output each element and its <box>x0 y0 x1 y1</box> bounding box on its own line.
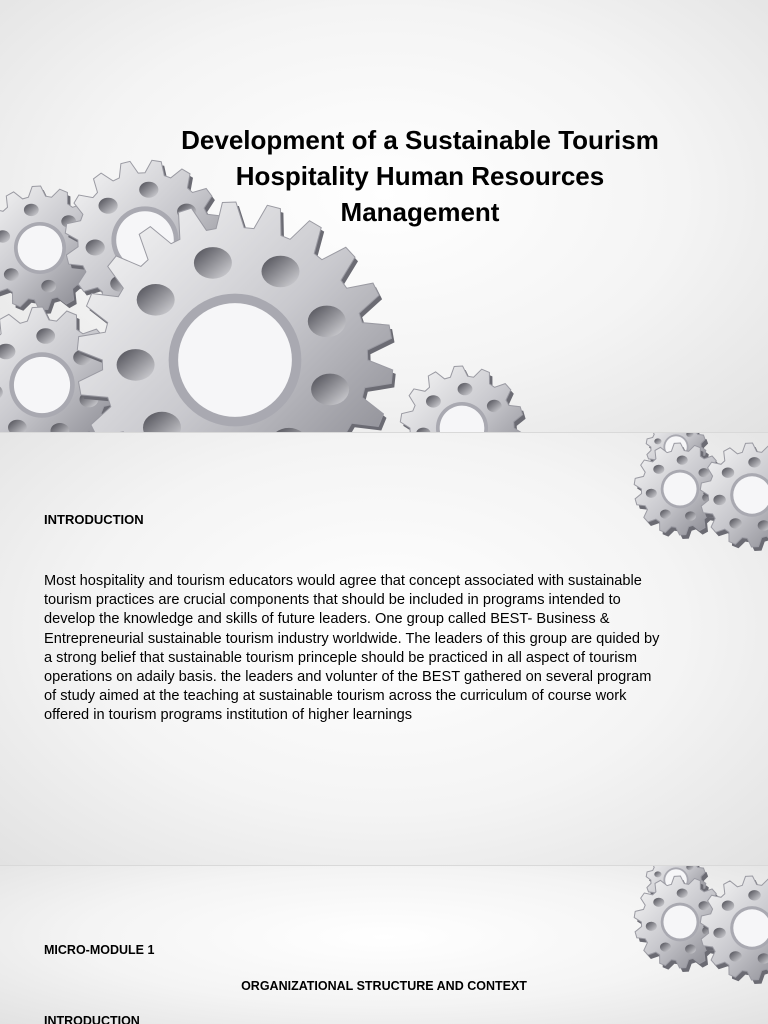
gear-icon <box>400 366 526 432</box>
body-line: offered in tourism programs institution of higher learnings <box>44 707 413 724</box>
module-label: MICRO-MODULE 1 <box>44 943 155 957</box>
slide-title <box>140 122 700 230</box>
body-line: of study aimed at the teaching at sustainable tourism across the curriculum of course work <box>44 688 627 705</box>
title-line: Hospitality Human Resources <box>235 161 605 191</box>
title-line: Development of a Sustainable Tourism <box>181 125 659 155</box>
body-paragraph <box>44 572 744 726</box>
introduction-slide <box>0 433 768 865</box>
body-line: Most hospitality and tourism educators would agree that concept associated with sustainable <box>44 573 642 589</box>
title-slide <box>0 0 768 432</box>
micro-module-slide <box>0 866 768 1024</box>
title-line: Management <box>340 197 500 227</box>
body-line: Entrepreneurial sustainable tourism industry worldwide. The leaders of this group are quided by <box>44 630 660 647</box>
section-heading: INTRODUCTION <box>44 512 144 527</box>
section-heading: INTRODUCTION <box>44 1014 140 1024</box>
body-line: a strong belief that sustainable tourism princeple should be practiced in all aspect of tourism <box>44 649 637 666</box>
section-title: ORGANIZATIONAL STRUCTURE AND CONTEXT <box>241 979 527 993</box>
body-line: operations on adaily basis. the leaders and volunter of the BEST gathered on several program <box>44 669 652 686</box>
gears-illustration <box>620 866 768 986</box>
body-line: develop the knowledge and skills of future leaders. One group called BEST- Business & <box>44 611 610 628</box>
gears-illustration <box>620 433 768 553</box>
body-line: tourism practices are crucial components that should be included in programs intended to <box>44 592 621 609</box>
